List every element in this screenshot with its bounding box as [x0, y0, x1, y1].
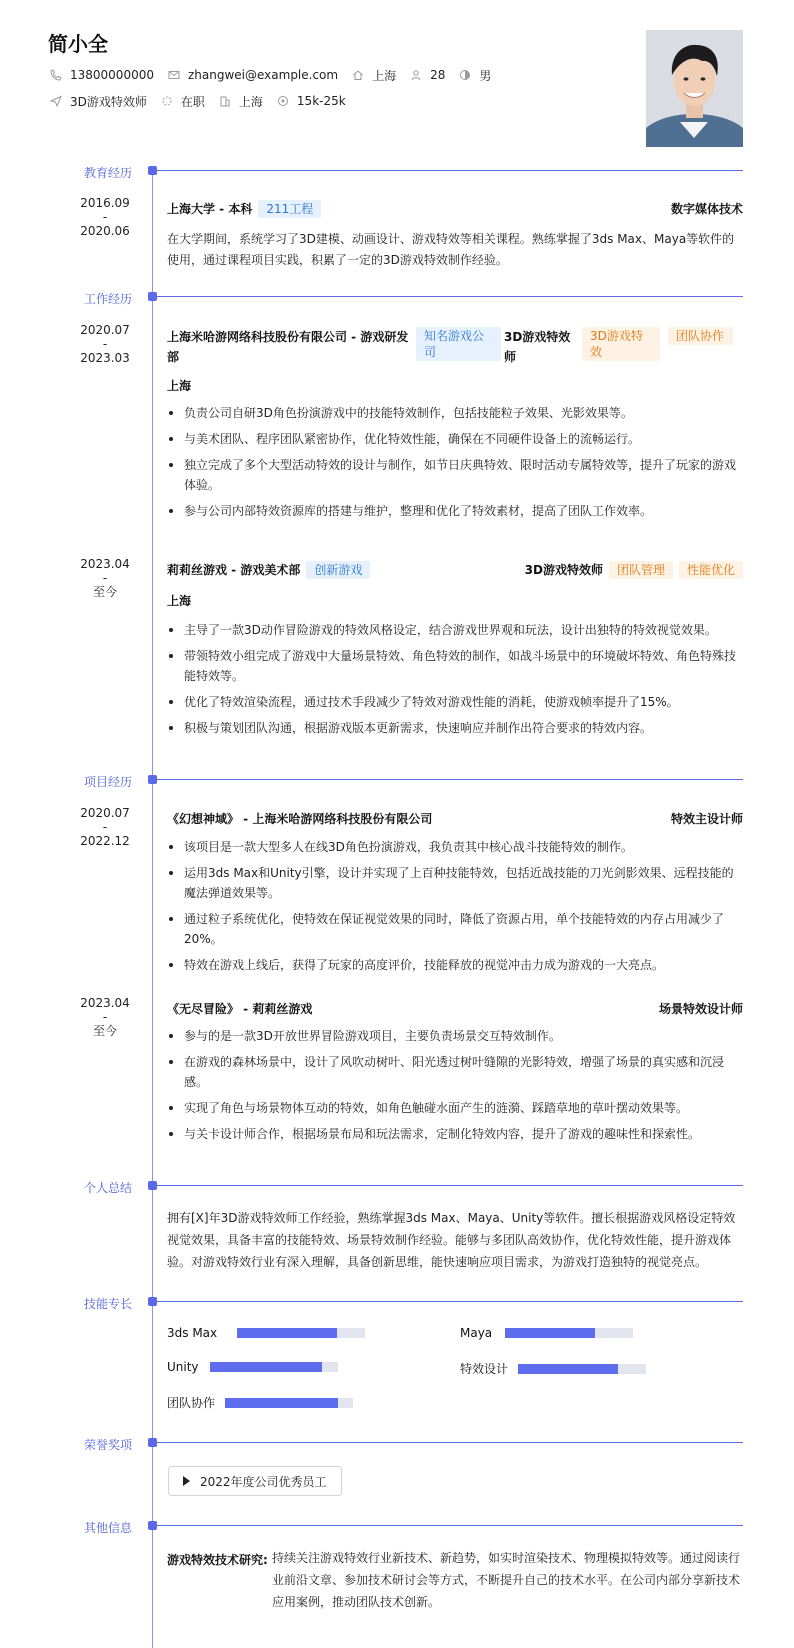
other-label: 游戏特效技术研究: — [167, 1553, 268, 1567]
skill-tag: 团队协作 — [668, 327, 733, 345]
date-end: 至今 — [92, 1024, 117, 1038]
position-info — [50, 93, 147, 110]
work-1-location: 上海 — [167, 379, 192, 393]
project-role: 特效主设计师 — [670, 812, 743, 826]
list-item: 通过粒子系统优化，使特效在保证视觉效果的同时，降低了资源占用，单个技能特效的内存占用减少了20%。 — [167, 909, 743, 949]
date-start: 2023.04 — [80, 557, 130, 571]
timeline-dot — [148, 292, 157, 301]
skill-level-bar — [237, 1328, 365, 1338]
skill-level-bar — [225, 1398, 353, 1408]
award-item[interactable] — [168, 1466, 342, 1496]
work-2-date — [60, 557, 150, 599]
work-2-header — [167, 561, 743, 579]
skill-level-fill — [237, 1328, 337, 1338]
email-info — [168, 68, 338, 82]
skill-name: Unity — [167, 1360, 199, 1374]
send-icon — [50, 95, 62, 107]
money-icon — [277, 95, 289, 107]
project-2-date — [60, 996, 150, 1038]
skill-name: 团队协作 — [167, 1396, 216, 1410]
section-title-skills: 技能专长 — [83, 1297, 132, 1311]
section-divider — [157, 1525, 743, 1526]
timeline-dot — [148, 1521, 157, 1530]
status-icon — [161, 95, 173, 107]
list-item: 独立完成了多个大型活动特效的设计与制作，如节日庆典特效、限时活动专属特效等，提升了玩家的游戏体验。 — [167, 455, 743, 495]
company-tag: 知名游戏公司 — [416, 327, 501, 361]
company-name: 莉莉丝游戏 - 游戏美术部 — [167, 563, 301, 577]
date-end: 2022.12 — [80, 834, 130, 848]
project-1-header — [167, 810, 743, 827]
section-divider — [157, 1185, 743, 1186]
salary-info — [277, 94, 346, 108]
home-icon — [352, 69, 364, 81]
timeline-dot — [148, 1438, 157, 1447]
skill-level-fill — [210, 1362, 323, 1372]
major: 数字媒体技术 — [670, 202, 743, 216]
profile-photo — [646, 30, 743, 147]
play-icon — [183, 1476, 190, 1486]
section-title-education: 教育经历 — [83, 166, 132, 180]
date-end: 至今 — [92, 585, 117, 599]
education-header — [167, 200, 743, 218]
list-item: 在游戏的森林场景中，设计了风吹动树叶、阳光透过树叶缝隙的光影特效，增强了场景的真实感和沉浸感。 — [167, 1052, 743, 1092]
phone-text: 13800000000 — [70, 68, 154, 82]
building-icon — [219, 95, 231, 107]
education-date — [60, 196, 150, 238]
list-item: 与关卡设计师合作，根据场景布局和玩法需求，定制化特效内容，提升了游戏的趣味性和探索性。 — [167, 1124, 743, 1144]
skill-tag: 性能优化 — [679, 561, 743, 579]
skill-tag: 团队管理 — [609, 561, 673, 579]
company-tag: 创新游戏 — [306, 561, 370, 579]
date-separator: - — [102, 210, 108, 224]
skill-name: Maya — [460, 1326, 493, 1340]
section-divider — [157, 170, 743, 171]
section-title-summary: 个人总结 — [83, 1181, 132, 1195]
list-item: 参与公司内部特效资源库的搭建与维护，整理和优化了特效素材，提高了团队工作效率。 — [167, 501, 743, 521]
list-item: 特效在游戏上线后，获得了玩家的高度评价，技能释放的视觉冲击力成为游戏的一大亮点。 — [167, 955, 743, 975]
date-separator: - — [102, 337, 108, 351]
project-title: 《无尽冒险》 - 莉莉丝游戏 — [167, 1002, 313, 1016]
status-text: 在职 — [180, 94, 205, 109]
gender-text: 男 — [479, 68, 492, 83]
age-info — [410, 68, 445, 82]
date-separator: - — [102, 571, 108, 585]
skill-name: 特效设计 — [460, 1362, 509, 1376]
work-1-bullets — [167, 403, 743, 527]
list-item: 主导了一款3D动作冒险游戏的特效风格设定，结合游戏世界观和玩法，设计出独特的特效视觉效果。 — [167, 620, 743, 640]
section-divider — [157, 296, 743, 297]
work-2-location: 上海 — [167, 594, 192, 608]
work-1-date — [60, 323, 150, 365]
skill-item — [460, 1360, 646, 1377]
skill-name: 3ds Max — [167, 1326, 218, 1340]
other-text: 持续关注游戏特效行业新技术、新趋势，如实时渲染技术、物理模拟特效等。通过阅读行业前沿文章、参加技术研讨会等方式，不断提升自己的技术水平。在公司内部分享新技术应用案例，推动团队技术创新。 — [272, 1551, 741, 1609]
award-label: 2022年度公司优秀员工 — [200, 1474, 327, 1489]
age-text: 28 — [430, 68, 446, 82]
city-info — [352, 67, 396, 84]
section-title-awards: 荣誉奖项 — [83, 1438, 132, 1452]
section-title-projects: 项目经历 — [83, 775, 132, 789]
section-title-work: 工作经历 — [83, 292, 132, 306]
project-role: 场景特效设计师 — [658, 1002, 743, 1016]
job-intent-row — [50, 91, 360, 111]
salary-text: 15k-25k — [296, 94, 346, 108]
timeline-line — [152, 170, 153, 1648]
section-divider — [157, 1301, 743, 1302]
timeline-dot — [148, 775, 157, 784]
phone-icon — [50, 69, 62, 81]
date-separator: - — [102, 820, 108, 834]
school-tag: 211工程 — [258, 200, 321, 218]
section-divider — [157, 1442, 743, 1443]
job-role: 3D游戏特效师 — [504, 330, 571, 364]
position-text: 3D游戏特效师 — [70, 94, 147, 109]
date-separator: - — [102, 1010, 108, 1024]
skill-level-fill — [225, 1398, 338, 1408]
company-name: 上海米哈游网络科技股份有限公司 - 游戏研发部 — [167, 330, 409, 364]
work-1-header — [167, 327, 743, 367]
timeline-dot — [148, 166, 157, 175]
phone-info — [50, 68, 154, 82]
date-start: 2020.07 — [80, 323, 130, 337]
work-city-text: 上海 — [238, 94, 263, 109]
skill-level-fill — [505, 1328, 595, 1338]
job-role: 3D游戏特效师 — [524, 563, 603, 577]
skill-level-fill — [518, 1364, 618, 1374]
timeline-dot — [148, 1297, 157, 1306]
skill-item — [460, 1326, 633, 1340]
list-item: 带领特效小组完成了游戏中大量场景特效、角色特效的制作，如战斗场景中的环境破坏特效、角色特殊技能特效等。 — [167, 646, 743, 686]
date-start: 2020.07 — [80, 806, 130, 820]
gender-icon — [459, 69, 471, 81]
project-2-header — [167, 1000, 743, 1017]
status-info — [161, 93, 205, 110]
list-item: 实现了角色与场景物体互动的特效，如角色触碰水面产生的涟漪、踩踏草地的草叶摆动效果等。 — [167, 1098, 743, 1118]
list-item: 负责公司自研3D角色扮演游戏中的技能特效制作，包括技能粒子效果、光影效果等。 — [167, 403, 743, 423]
section-title-other: 其他信息 — [83, 1521, 132, 1535]
skill-level-bar — [505, 1328, 633, 1338]
list-item: 积极与策划团队沟通，根据游戏版本更新需求，快速响应并制作出符合要求的特效内容。 — [167, 718, 743, 738]
school-name: 上海大学 - 本科 — [167, 202, 253, 216]
timeline-dot — [148, 1181, 157, 1190]
summary-text: 拥有[X]年3D游戏特效师工作经验，熟练掌握3ds Max、Maya、Unity等软件。擅长根据游戏风格设定特效视觉效果，具备丰富的技能特效、场景特效制作经验。能够与多团队高效协作，优化特效性能，提升游戏体验。对游戏特效行业有深入理解，具备创新思维，能快速响应项目需求，为游戏打造独特的视觉亮点。 — [167, 1211, 736, 1269]
date-start: 2016.09 — [80, 196, 130, 210]
project-2-bullets — [167, 1026, 743, 1150]
section-divider — [157, 779, 743, 780]
work-2-bullets — [167, 620, 743, 744]
project-title: 《幻想神域》 - 上海米哈游网络科技股份有限公司 — [167, 812, 433, 826]
resume-name: 简小全 — [48, 32, 108, 56]
city-text: 上海 — [372, 68, 397, 83]
list-item: 运用3ds Max和Unity引擎，设计并实现了上百种技能特效，包括近战技能的刀光剑影效果、远程技能的魔法弹道效果等。 — [167, 863, 743, 903]
skill-item — [167, 1360, 338, 1374]
date-start: 2023.04 — [80, 996, 130, 1010]
skill-item — [167, 1326, 365, 1340]
list-item: 优化了特效渲染流程，通过技术手段减少了特效对游戏性能的消耗，使游戏帧率提升了15%。 — [167, 692, 743, 712]
skill-item — [167, 1394, 353, 1411]
education-description: 在大学期间，系统学习了3D建模、动画设计、游戏特效等相关课程。熟练掌握了3ds Max、Maya等软件的使用，通过课程项目实践，积累了一定的3D游戏特效制作经验。 — [167, 232, 735, 267]
list-item: 参与的是一款3D开放世界冒险游戏项目，主要负责场景交互特效制作。 — [167, 1026, 743, 1046]
skill-level-bar — [210, 1362, 338, 1372]
user-icon — [410, 69, 422, 81]
list-item: 与美术团队、程序团队紧密协作，优化特效性能，确保在不同硬件设备上的流畅运行。 — [167, 429, 743, 449]
date-end: 2020.06 — [80, 224, 130, 238]
list-item: 该项目是一款大型多人在线3D角色扮演游戏，我负责其中核心战斗技能特效的制作。 — [167, 837, 743, 857]
skill-tag: 3D游戏特效 — [582, 327, 660, 361]
work-city-info — [219, 93, 263, 110]
portrait-image — [646, 30, 743, 147]
project-1-date — [60, 806, 150, 848]
project-1-bullets — [167, 837, 743, 981]
mail-icon — [168, 69, 180, 81]
gender-info — [459, 67, 491, 84]
contact-row — [50, 65, 505, 85]
skill-level-bar — [518, 1364, 646, 1374]
email-text: zhangwei@example.com — [187, 68, 339, 82]
date-end: 2023.03 — [80, 351, 130, 365]
